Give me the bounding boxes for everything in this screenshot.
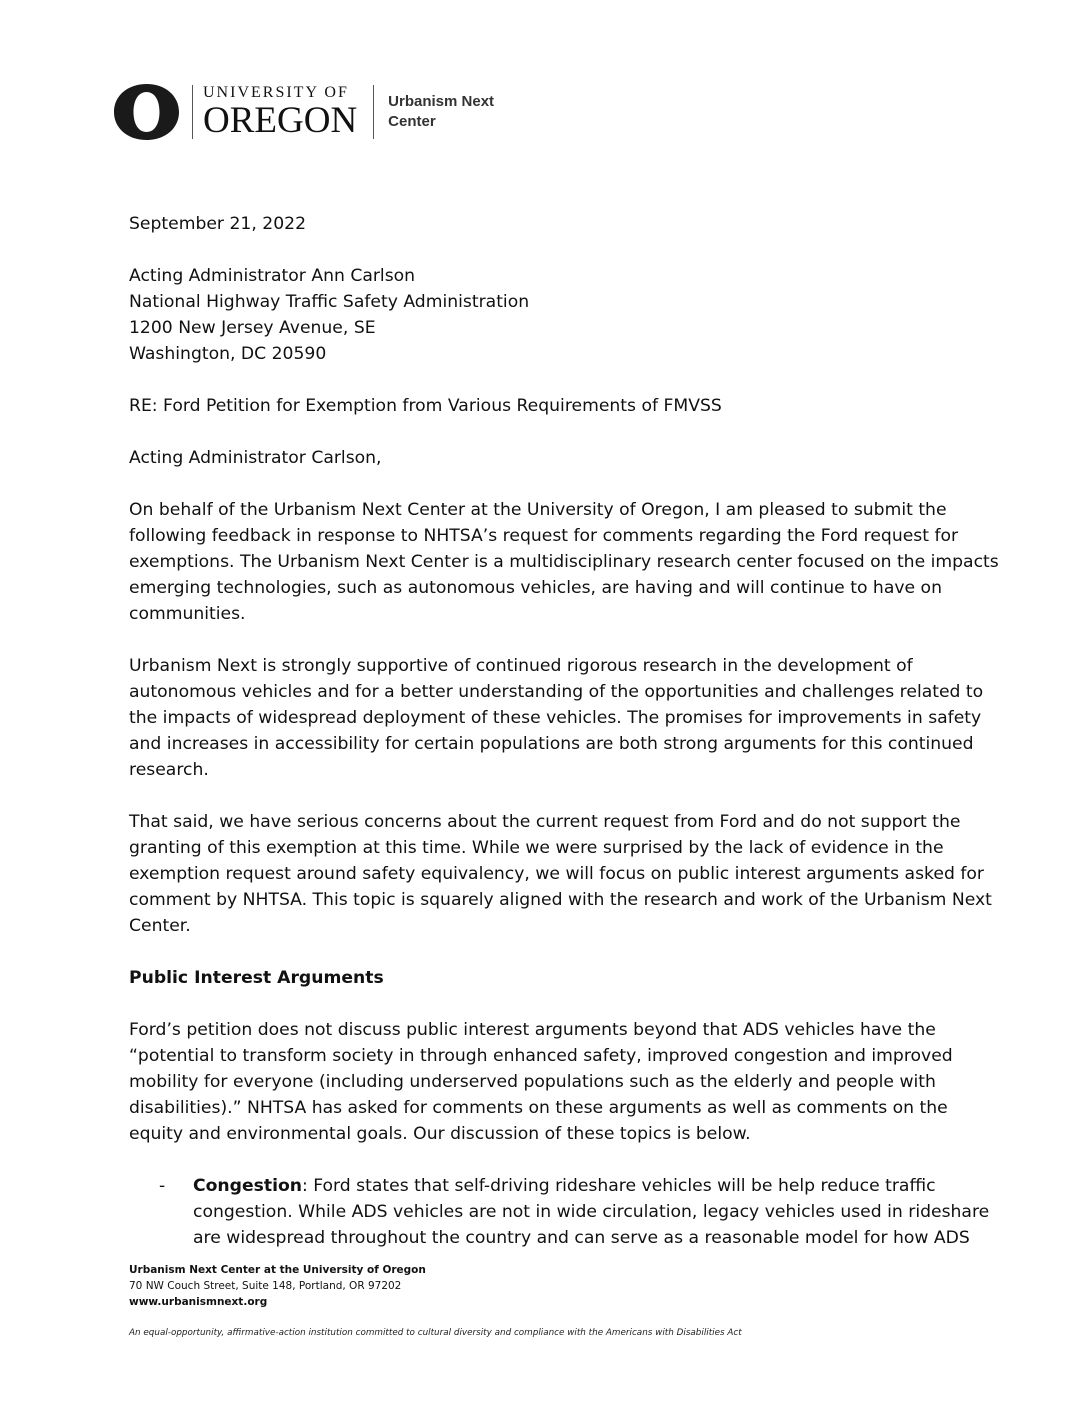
bullet-term: Congestion <box>193 1176 302 1196</box>
bullet-dash: - <box>159 1176 166 1196</box>
university-wordmark-bottom: OREGON <box>203 100 358 141</box>
section-heading: Public Interest Arguments <box>129 968 384 988</box>
address-line: Acting Administrator Ann Carlson <box>129 266 416 286</box>
argument-list <box>129 1173 999 1251</box>
center-name-line: Urbanism Next <box>388 93 495 110</box>
body-paragraph: Urbanism Next is strongly supportive of continued rigorous research in the development of autonomous vehicles and for a better understanding of the opportunities and challenges related to the impacts of widespread deployment of these vehicles. The promises for improvements in safety and increases in accessibility for certain populations are both strong arguments for this continued research. <box>129 656 984 780</box>
footer-website-link[interactable]: www.urbanismnext.org <box>129 1296 268 1308</box>
footer-disclaimer: An equal-opportunity, affirmative-action institution committed to cultural diversity and compliance with the Americans with Disabilities Act <box>129 1328 742 1338</box>
recipient-address <box>129 263 999 367</box>
university-wordmark <box>203 84 357 140</box>
footer-contact <box>129 1262 426 1310</box>
address-line: National Highway Traffic Safety Administration <box>129 292 530 312</box>
letterhead <box>113 82 494 142</box>
letter-body <box>129 211 999 1251</box>
center-name-line: Center <box>388 113 436 130</box>
university-wordmark-top: UNIVERSITY OF <box>203 84 349 101</box>
letterhead-divider <box>192 85 193 139</box>
address-line: Washington, DC 20590 <box>129 344 327 364</box>
subject-line: RE: Ford Petition for Exemption from Various Requirements of FMVSS <box>129 396 722 416</box>
section-paragraph: Ford’s petition does not discuss public interest arguments beyond that ADS vehicles have the “potential to transform society in through enhanced safety, improved congestion and improved mobility for everyone (including underserved populations such as the elderly and people with disabilities).” NHTSA has asked for comments on these arguments as well as comments on the equity and environmental goals. Our discussion of these topics is below. <box>129 1020 953 1144</box>
footer-address: 70 NW Couch Street, Suite 148, Portland, OR 97202 <box>129 1280 402 1292</box>
center-name <box>388 92 494 132</box>
bullet-text: : Ford states that self-driving rideshare vehicles will be help reduce traffic congestion. While ADS vehicles are not in wide circulation, legacy vehicles used in rideshare are widespread throughout the country and can serve as a reasonable model for how ADS <box>193 1176 990 1248</box>
body-paragraph: On behalf of the Urbanism Next Center at the University of Oregon, I am pleased to submit the following feedback in response to NHTSA’s request for comments regarding the Ford request for exemptions. The Urbanism Next Center is a multidisciplinary research center focused on the impacts emerging technologies, such as autonomous vehicles, are having and will continue to have on communities. <box>129 500 999 624</box>
body-paragraph: That said, we have serious concerns about the current request from Ford and do not support the granting of this exemption at this time. While we were surprised by the lack of evidence in the exemption request around safety equivalency, we will focus on public interest arguments asked for comment by NHTSA. This topic is squarely aligned with the research and work of the Urbanism Next Center. <box>129 812 992 936</box>
salutation: Acting Administrator Carlson, <box>129 448 382 468</box>
list-item <box>129 1173 999 1251</box>
footer-org-name: Urbanism Next Center at the University of Oregon <box>129 1264 426 1276</box>
address-line: 1200 New Jersey Avenue, SE <box>129 318 376 338</box>
oregon-o-logo-icon <box>113 83 180 141</box>
letterhead-divider <box>373 85 374 139</box>
letter-date: September 21, 2022 <box>129 214 307 234</box>
